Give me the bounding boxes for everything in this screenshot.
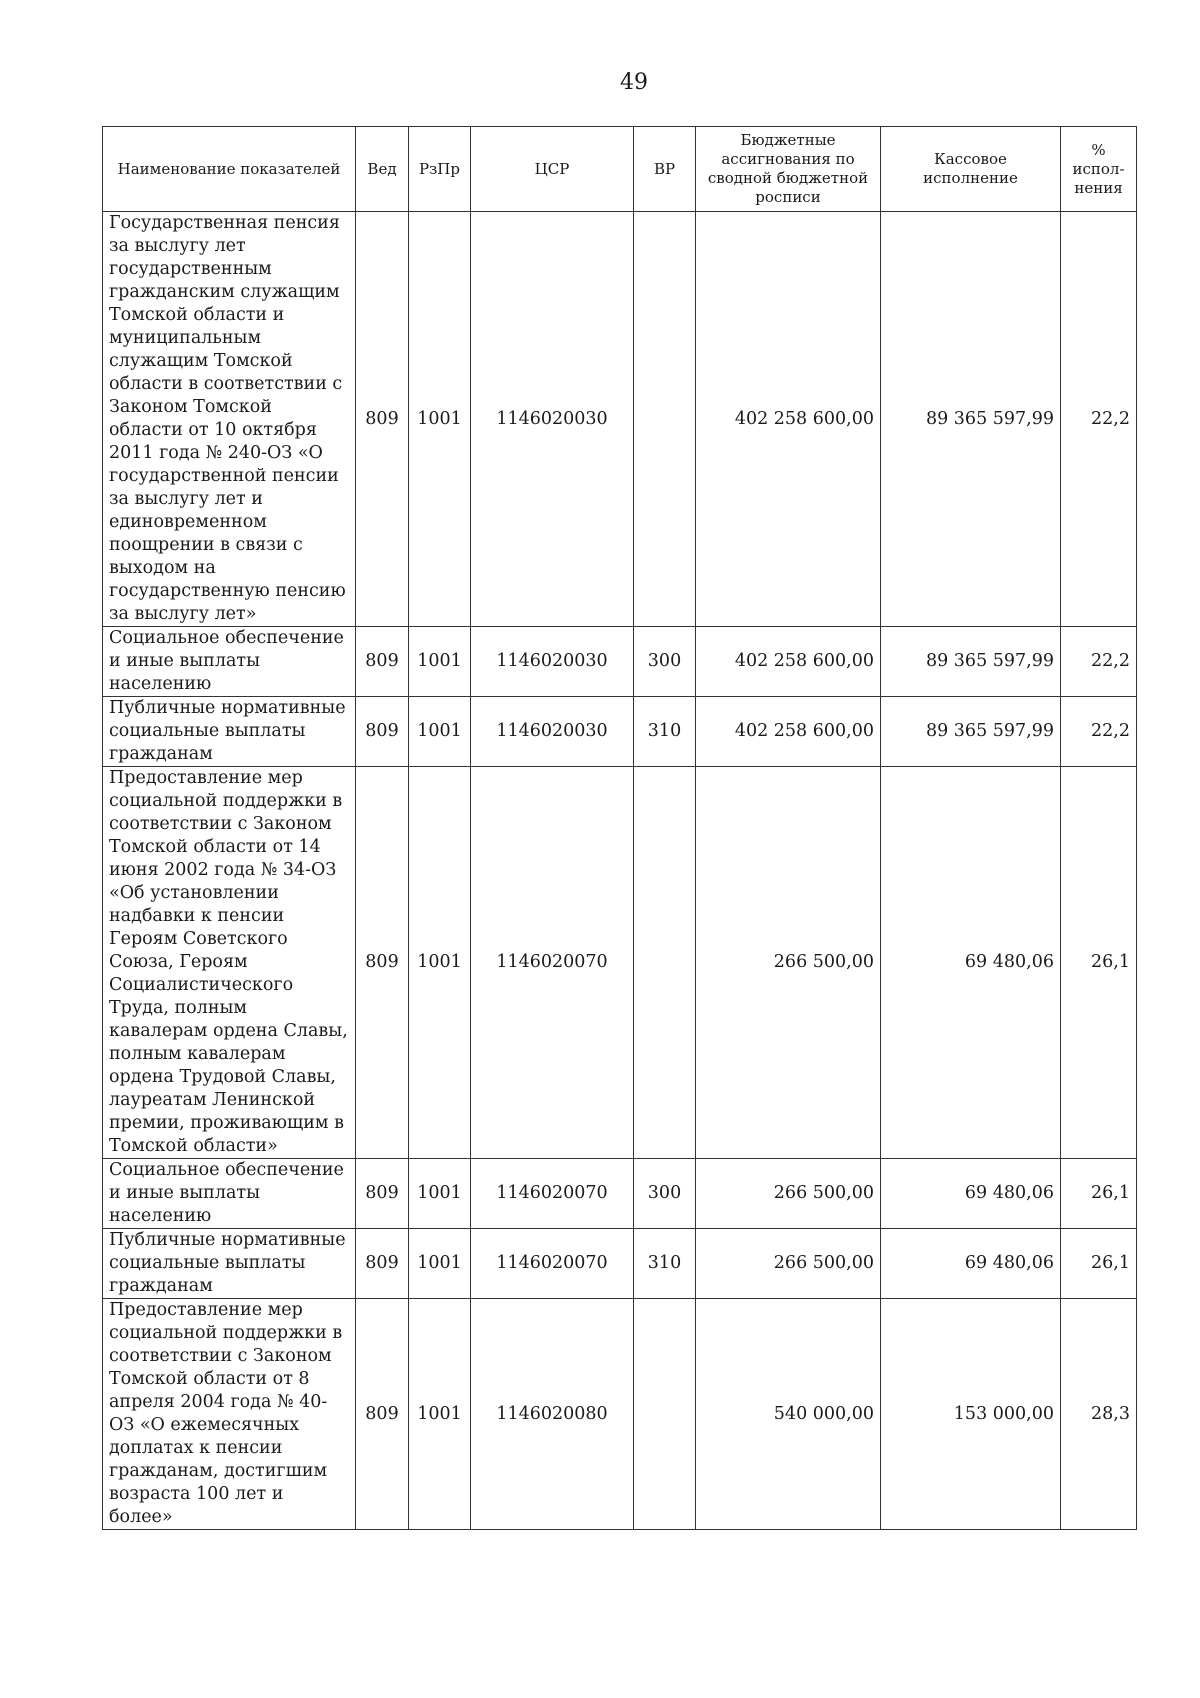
row-assigned: 266 500,00 bbox=[696, 767, 881, 1159]
row-executed: 89 365 597,99 bbox=[881, 697, 1061, 767]
row-percent: 26,1 bbox=[1061, 1159, 1137, 1229]
row-name: Социальное обеспечение и иные выплаты населению bbox=[103, 627, 356, 697]
row-vr: 310 bbox=[634, 1229, 696, 1299]
row-ved: 809 bbox=[356, 1159, 409, 1229]
row-executed: 89 365 597,99 bbox=[881, 212, 1061, 627]
row-vr: 300 bbox=[634, 627, 696, 697]
row-executed: 69 480,06 bbox=[881, 1229, 1061, 1299]
row-csr: 1146020030 bbox=[471, 212, 634, 627]
row-csr: 1146020070 bbox=[471, 1229, 634, 1299]
header-rzpr: РзПр bbox=[409, 127, 471, 212]
header-name: Наименование показателей bbox=[103, 127, 356, 212]
header-executed: Кассовое исполнение bbox=[881, 127, 1061, 212]
row-assigned: 402 258 600,00 bbox=[696, 627, 881, 697]
row-ved: 809 bbox=[356, 697, 409, 767]
table-row bbox=[103, 1159, 1137, 1229]
row-vr bbox=[634, 212, 696, 627]
table-row bbox=[103, 627, 1137, 697]
row-percent: 28,3 bbox=[1061, 1299, 1137, 1530]
row-name: Предоставление мер социальной поддержки в соответствии с Законом Томской области от 14 июня 2002 года № 34-ОЗ «Об установлении надбавки к пенсии Героям Советского Союза, Героям Социалистического Труда, полным кавалерам ордена Славы, полным кавалерам ордена Трудовой Славы, лауреатам Ленинской премии, проживающим в Томской области» bbox=[103, 767, 356, 1159]
row-ved: 809 bbox=[356, 627, 409, 697]
row-vr: 310 bbox=[634, 697, 696, 767]
row-percent: 26,1 bbox=[1061, 767, 1137, 1159]
row-assigned: 266 500,00 bbox=[696, 1159, 881, 1229]
row-ved: 809 bbox=[356, 1229, 409, 1299]
header-ved: Вед bbox=[356, 127, 409, 212]
row-vr bbox=[634, 767, 696, 1159]
row-executed: 69 480,06 bbox=[881, 767, 1061, 1159]
row-csr: 1146020070 bbox=[471, 1159, 634, 1229]
table-header-row bbox=[103, 127, 1137, 212]
table-row bbox=[103, 212, 1137, 627]
row-assigned: 402 258 600,00 bbox=[696, 697, 881, 767]
row-executed: 69 480,06 bbox=[881, 1159, 1061, 1229]
row-name: Предоставление мер социальной поддержки в соответствии с Законом Томской области от 8 апреля 2004 года № 40-ОЗ «О ежемесячных доплатах к пенсии гражданам, достигшим возраста 100 лет и более» bbox=[103, 1299, 356, 1530]
header-assigned: Бюджетные ассигнования по сводной бюджетной росписи bbox=[696, 127, 881, 212]
row-rzpr: 1001 bbox=[409, 1229, 471, 1299]
table-row bbox=[103, 697, 1137, 767]
row-rzpr: 1001 bbox=[409, 1159, 471, 1229]
row-rzpr: 1001 bbox=[409, 212, 471, 627]
row-rzpr: 1001 bbox=[409, 1299, 471, 1530]
row-name: Публичные нормативные социальные выплаты гражданам bbox=[103, 1229, 356, 1299]
row-percent: 22,2 bbox=[1061, 627, 1137, 697]
row-assigned: 402 258 600,00 bbox=[696, 212, 881, 627]
row-rzpr: 1001 bbox=[409, 697, 471, 767]
table-row bbox=[103, 767, 1137, 1159]
row-ved: 809 bbox=[356, 1299, 409, 1530]
row-rzpr: 1001 bbox=[409, 627, 471, 697]
row-name: Публичные нормативные социальные выплаты гражданам bbox=[103, 697, 356, 767]
row-executed: 153 000,00 bbox=[881, 1299, 1061, 1530]
row-vr: 300 bbox=[634, 1159, 696, 1229]
row-csr: 1146020030 bbox=[471, 697, 634, 767]
row-name: Социальное обеспечение и иные выплаты населению bbox=[103, 1159, 356, 1229]
row-percent: 26,1 bbox=[1061, 1229, 1137, 1299]
page-number: 49 bbox=[620, 70, 648, 95]
row-csr: 1146020080 bbox=[471, 1299, 634, 1530]
header-percent: % испол-нения bbox=[1061, 127, 1137, 212]
row-executed: 89 365 597,99 bbox=[881, 627, 1061, 697]
table-row bbox=[103, 1299, 1137, 1530]
row-rzpr: 1001 bbox=[409, 767, 471, 1159]
row-csr: 1146020030 bbox=[471, 627, 634, 697]
row-csr: 1146020070 bbox=[471, 767, 634, 1159]
row-ved: 809 bbox=[356, 212, 409, 627]
header-csr: ЦСР bbox=[471, 127, 634, 212]
row-name: Государственная пенсия за выслугу лет государственным гражданским служащим Томской области и муниципальным служащим Томской области в соответствии с Законом Томской области от 10 октября 2011 года № 240-ОЗ «О государственной пенсии за выслугу лет и единовременном поощрении в связи с выходом на государственную пенсию за выслугу лет» bbox=[103, 212, 356, 627]
row-assigned: 540 000,00 bbox=[696, 1299, 881, 1530]
table-row bbox=[103, 1229, 1137, 1299]
header-vr: ВР bbox=[634, 127, 696, 212]
budget-table bbox=[102, 126, 1137, 1530]
row-percent: 22,2 bbox=[1061, 697, 1137, 767]
row-vr bbox=[634, 1299, 696, 1530]
row-ved: 809 bbox=[356, 767, 409, 1159]
row-percent: 22,2 bbox=[1061, 212, 1137, 627]
row-assigned: 266 500,00 bbox=[696, 1229, 881, 1299]
